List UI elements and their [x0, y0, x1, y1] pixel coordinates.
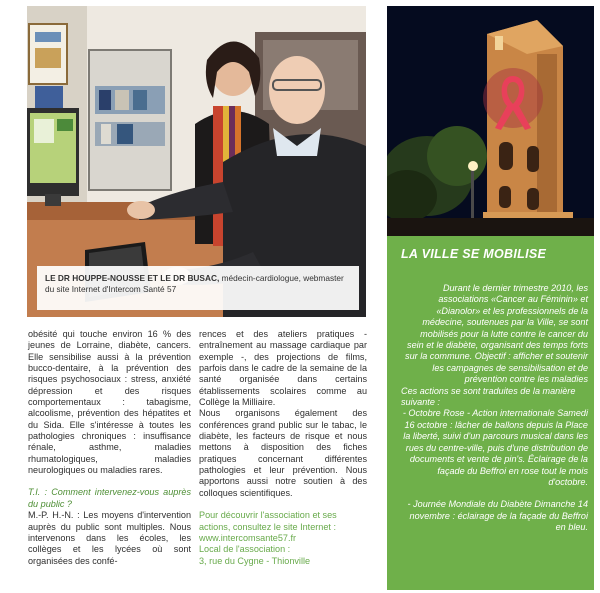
answer-speaker: M.-P. H.-N. :: [28, 510, 80, 521]
info-url-link[interactable]: www.intercomsante57.fr: [199, 532, 297, 543]
sidebar-intro: Durant le dernier trimestre 2010, les associations «Cancer au Féminin» et «Dianolor» et les professionnels de la médecine, soutenues par la Ville, se sont mobilisés pour la lutte contre le cancer du sein et le diabète, organisant des temps forts sur la commune. Objectif : afficher et soutenir les campagnes de sensibilisation et de prévention contre les maladies: [405, 283, 588, 385]
article-column-1: [28, 329, 191, 567]
article-column-2: [199, 329, 367, 567]
paragraph-conferences: Nous organisons également des conférences grand public sur le tabac, le diabète, les facteurs de risque et nous mettons à disposition des fiches pratiques concernant différentes pathologies et leur prévention. Nous apportons aussi notre soutien à des colloques scientifiques.: [199, 408, 367, 498]
photo-caption: [37, 266, 359, 310]
paragraph-pathologies: obésité qui touche environ 16 % des jeunes de Lorraine, diabète, cancers. Elle sensibilise aussi à la prévention bucco-dentaire, à la prévention des risques psychosociaux : stress, anxiété dépression et des risques comportementaux : tabagisme, alcoolisme, prévention des hépatites et du Sida. Elle s'intéresse à toutes les pathologies chroniques : insuffisance rénale, asthme, maladies rhumatologiques, maladies neurologiques ou maladies rares.: [28, 329, 191, 476]
sidebar-item-diabete: - Journée Mondiale du Diabète Dimanche 14 novembre : éclairage de la façade du Beffroi en bleu.: [407, 499, 588, 533]
city-mobilisation-box: [387, 236, 594, 590]
sidebar-item-octobre-rose: - Octobre Rose - Action internationale Samedi 16 octobre : lâcher de ballons depuis la Place la liberté, suivi d'un parcours musical dans les rues du centre-ville, puis d'une distribution de documents et vente de pin's. Éclairage de la façade du Beffroi en rose tout le mois d'octobre.: [402, 408, 588, 487]
sidebar-title: LA VILLE SE MOBILISE: [401, 247, 547, 261]
caption-names: LE DR HOUPPE-NOUSSE ET LE DR BUSAC,: [45, 273, 220, 283]
sidebar-lead: Ces actions se sont traduites de la manière suivante :: [401, 385, 576, 408]
sidebar-body: [401, 283, 588, 534]
interview-question: T.I. : Comment intervenez-vous auprès du public ?: [28, 487, 191, 509]
interview-answer: [28, 510, 191, 567]
paragraph-ateliers: rences et des ateliers pratiques - entraînement au massage cardiaque par exemple -, des projections de films, parfois dans le cadre de la semaine de la santé organisée dans certains établissements scolaires comme au Collège la Milliaire.: [199, 329, 367, 408]
info-local-label: Local de l'association :: [199, 544, 291, 555]
answer-text: Les moyens d'intervention auprès du public sont multiples. Nous intervenons dans les écoles, les collèges et les lycées où sont organisées des confé-: [28, 510, 191, 566]
info-address: 3, rue du Cygne - Thionville: [199, 555, 311, 566]
belfry-night-photo: [387, 6, 594, 236]
info-discover: Pour découvrir l'association et ses actions, consultez le site Internet :: [199, 510, 337, 532]
caption-description: médecin-cardiologue, webmaster du site Internet d'Intercom Santé 57: [45, 273, 344, 294]
